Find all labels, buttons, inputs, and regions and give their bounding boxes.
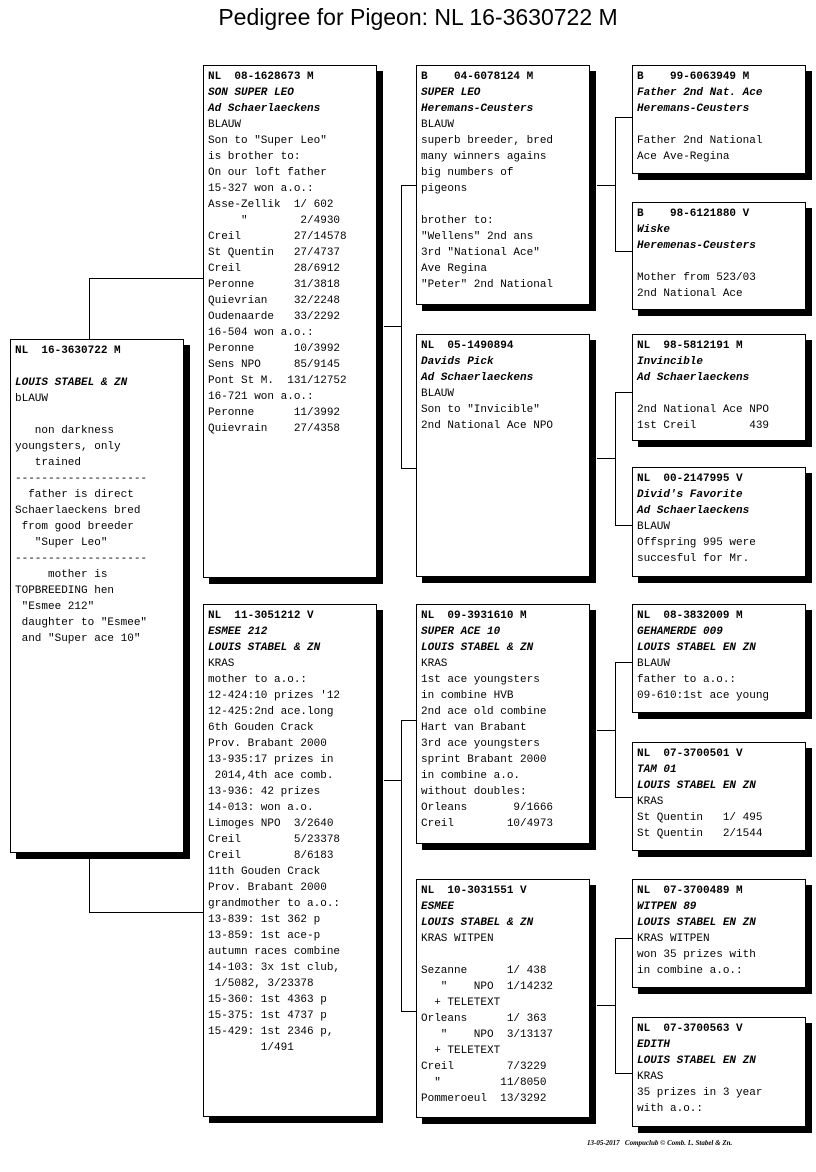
- pigeon-info-line: grandmother to a.o.:: [208, 898, 341, 910]
- connector-line: [615, 1073, 633, 1074]
- pigeon-card-fm-mother[interactable]: [632, 467, 806, 577]
- pigeon-info-line: [421, 947, 589, 963]
- pigeon-info-line: Pommeroeul 13/3292: [421, 1093, 547, 1105]
- pigeon-info-line: Orleans 9/1666: [421, 802, 554, 814]
- connector-line: [615, 392, 633, 393]
- pigeon-info-line: pigeons: [421, 183, 468, 195]
- pigeon-info-line: 13-839: 1st 362 p: [208, 914, 321, 926]
- pigeon-ring-number: NL 08-3832009 M: [637, 610, 743, 622]
- pigeon-info-line: non darkness: [15, 425, 115, 437]
- pigeon-info-line: 13-936: 42 prizes: [208, 786, 321, 798]
- connector-line: [597, 185, 616, 186]
- connector-line: [401, 185, 417, 186]
- pigeon-info-line: LOUIS STABEL EN ZN: [637, 642, 756, 654]
- pigeon-info-line: KRAS WITPEN: [421, 933, 494, 945]
- pigeon-card-paternal-grandmother[interactable]: [416, 334, 590, 577]
- pigeon-info-line: autumn races combine: [208, 946, 341, 958]
- pigeon-info-line: trained: [15, 457, 82, 469]
- pigeon-info-line: in combine a.o.:: [637, 965, 743, 977]
- pigeon-info-line: Asse-Zellik 1/ 602: [208, 199, 334, 211]
- connector-line: [615, 251, 633, 252]
- pigeon-info-line: Oudenaarde 33/2292: [208, 311, 341, 323]
- pigeon-info-line: " 2/4930: [208, 215, 341, 227]
- pigeon-info-line: Schaerlaeckens bred: [15, 505, 141, 517]
- connector-line: [597, 730, 616, 731]
- pigeon-ring-number: B 99-6063949 M: [637, 71, 750, 83]
- pigeon-info-line: On our loft father: [208, 167, 327, 179]
- pigeon-info-line: 2nd National Ace NPO: [421, 420, 554, 432]
- pigeon-info-line: Ad Schaerlaeckens: [208, 103, 321, 115]
- pigeon-info-line: BLAUW: [421, 119, 455, 131]
- pigeon-info-line: father is direct: [15, 489, 134, 501]
- pigeon-card-maternal-grandfather[interactable]: [416, 604, 590, 844]
- pigeon-info-line: Ave Regina: [421, 263, 488, 275]
- connector-line: [615, 525, 633, 526]
- pigeon-info-line: 11th Gouden Crack: [208, 866, 321, 878]
- pigeon-info-line: 12-425:2nd ace.long: [208, 706, 334, 718]
- pigeon-info-line: in combine a.o.: [421, 770, 521, 782]
- pigeon-info-line: KRAS: [421, 658, 448, 670]
- pigeon-card-maternal-grandmother[interactable]: [416, 879, 590, 1118]
- connector-line: [615, 938, 616, 1073]
- pigeon-info-line: Sezanne 1/ 438: [421, 965, 547, 977]
- pigeon-info-line: 2nd National Ace NPO: [637, 404, 770, 416]
- pigeon-name: SUPER LEO: [421, 87, 481, 99]
- pigeon-info-line: sprint Brabant 2000: [421, 754, 547, 766]
- pigeon-info-line: St Quentin 2/1544: [637, 828, 763, 840]
- pigeon-info-line: 3rd ace youngsters: [421, 738, 540, 750]
- pigeon-info-line: [421, 197, 589, 213]
- pigeon-info-line: + TELETEXT: [421, 997, 501, 1009]
- pigeon-info-line: from good breeder: [15, 521, 134, 533]
- connector-line: [384, 326, 402, 327]
- pigeon-info-line: Son to "Super Leo": [208, 135, 327, 147]
- pigeon-info-line: Pont St M. 131/12752: [208, 375, 347, 387]
- pigeon-info-line: Sens NPO 85/9145: [208, 359, 341, 371]
- pigeon-name: SUPER ACE 10: [421, 626, 501, 638]
- pigeon-info-line: 15-327 won a.o.:: [208, 183, 314, 195]
- pigeon-info-line: Prov. Brabant 2000: [208, 882, 327, 894]
- pigeon-info-line: 35 prizes in 3 year: [637, 1087, 763, 1099]
- pigeon-info-line: "Super Leo": [15, 537, 108, 549]
- pigeon-ring-number: NL 10-3031551 V: [421, 885, 527, 897]
- pigeon-info-line: Father 2nd National: [637, 135, 763, 147]
- connector-line: [384, 780, 402, 781]
- pigeon-name: WITPEN 89: [637, 901, 697, 913]
- connector-line: [615, 117, 633, 118]
- pigeon-name: Father 2nd Nat. Ace: [637, 87, 763, 99]
- connector-line: [597, 458, 616, 459]
- pigeon-ring-number: NL 16-3630722 M: [15, 345, 121, 357]
- pigeon-ring-number: B 98-6121880 V: [637, 208, 750, 220]
- pigeon-info-line: LOUIS STABEL & ZN: [15, 377, 128, 389]
- pigeon-info-line: Creil 8/6183: [208, 850, 334, 862]
- pigeon-info-line: Creil 28/6912: [208, 263, 341, 275]
- connector-line: [89, 278, 90, 340]
- pigeon-info-line: 16-504 won a.o.:: [208, 327, 314, 339]
- pigeon-info-line: + TELETEXT: [421, 1045, 501, 1057]
- pigeon-info-line: mother is: [15, 569, 108, 581]
- pigeon-name: EDITH: [637, 1039, 671, 1051]
- pigeon-info-line: Heremans-Ceusters: [637, 103, 750, 115]
- pigeon-card-mm-mother[interactable]: [632, 1017, 806, 1127]
- pigeon-ring-number: NL 00-2147995 V: [637, 473, 743, 485]
- pigeon-info-line: 1st ace youngsters: [421, 674, 540, 686]
- pigeon-ring-number: B 04-6078124 M: [421, 71, 534, 83]
- pigeon-name: GEHAMERDE 009: [637, 626, 723, 638]
- pigeon-info-line: BLAUW: [637, 521, 671, 533]
- pigeon-card-mm-father[interactable]: [632, 879, 806, 988]
- pigeon-card-ff-father[interactable]: [632, 65, 806, 174]
- connector-line: [89, 278, 204, 279]
- pigeon-info-line: is brother to:: [208, 151, 301, 163]
- pigeon-info-line: LOUIS STABEL & ZN: [421, 917, 534, 929]
- pigeon-info-line: Peronne 11/3992: [208, 407, 341, 419]
- footer-credit: 13-05-2017 Compuclub © Comb. L. Stabel & Zn.: [587, 1139, 733, 1147]
- pigeon-info-line: 15-375: 1st 4737 p: [208, 1010, 327, 1022]
- pigeon-ring-number: NL 05-1490894: [421, 340, 514, 352]
- pigeon-info-line: Mother from 523/03: [637, 272, 756, 284]
- pigeon-name: Wiske: [637, 224, 671, 236]
- pigeon-name: Invincible: [637, 356, 704, 368]
- pigeon-info-line: BLAUW: [421, 388, 455, 400]
- connector-line: [401, 185, 402, 468]
- pigeon-info-line: father to a.o.:: [637, 674, 737, 686]
- connector-line: [615, 938, 633, 939]
- pigeon-info-line: 2nd ace old combine: [421, 706, 547, 718]
- pigeon-info-line: [637, 254, 805, 270]
- pigeon-info-line: St Quentin 27/4737: [208, 247, 341, 259]
- pigeon-info-line: 12-424:10 prizes '12: [208, 690, 341, 702]
- pigeon-info-line: Offspring 995 were: [637, 537, 756, 549]
- pigeon-info-line: Heremenas-Ceusters: [637, 240, 756, 252]
- pigeon-info-line: 3rd "National Ace": [421, 247, 540, 259]
- pigeon-info-line: and "Super ace 10": [15, 633, 141, 645]
- pigeon-info-line: big numbers of: [421, 167, 514, 179]
- pigeon-info-line: 15-429: 1st 2346 p,: [208, 1026, 334, 1038]
- pigeon-info-line: Hart van Brabant: [421, 722, 527, 734]
- pigeon-info-line: LOUIS STABEL EN ZN: [637, 1055, 756, 1067]
- pigeon-info-line: 6th Gouden Crack: [208, 722, 314, 734]
- pigeon-info-line: Ace Ave-Regina: [637, 151, 730, 163]
- pigeon-info-line: BLAUW: [637, 658, 671, 670]
- connector-line: [615, 797, 633, 798]
- pigeon-info-line: bLAUW: [15, 393, 49, 405]
- pigeon-info-line: Ad Schaerlaeckens: [637, 372, 750, 384]
- pigeon-card-mf-father[interactable]: [632, 604, 806, 713]
- connector-line: [401, 468, 417, 469]
- pigeon-info-line: 1/491: [208, 1042, 294, 1054]
- pigeon-info-line: Peronne 10/3992: [208, 343, 341, 355]
- pigeon-info-line: LOUIS STABEL EN ZN: [637, 917, 756, 929]
- pigeon-info-line: brother to:: [421, 215, 494, 227]
- pigeon-info-line: [15, 359, 183, 375]
- pigeon-info-line: [637, 117, 805, 133]
- pigeon-info-line: daughter to "Esmee": [15, 617, 148, 629]
- pigeon-info-line: 09-610:1st ace young: [637, 690, 770, 702]
- pigeon-card-father[interactable]: [203, 65, 377, 578]
- pigeon-card-mother[interactable]: [203, 604, 377, 1117]
- pigeon-info-line: 1st Creil 439: [637, 420, 770, 432]
- pigeon-info-line: LOUIS STABEL & ZN: [208, 642, 321, 654]
- connector-line: [401, 720, 417, 721]
- connector-line: [615, 662, 633, 663]
- pigeon-info-line: St Quentin 1/ 495: [637, 812, 763, 824]
- pigeon-info-line: [637, 386, 805, 402]
- pigeon-info-line: with a.o.:: [637, 1103, 704, 1115]
- pigeon-info-line: superb breeder, bred: [421, 135, 554, 147]
- pigeon-info-line: [15, 407, 183, 423]
- connector-line: [89, 912, 204, 913]
- pigeon-info-line: KRAS: [637, 796, 664, 808]
- connector-line: [615, 117, 616, 251]
- pigeon-card-subject[interactable]: [10, 339, 184, 853]
- pigeon-info-line: KRAS: [208, 658, 235, 670]
- pigeon-info-line: Heremans-Ceusters: [421, 103, 534, 115]
- pigeon-info-line: KRAS WITPEN: [637, 933, 710, 945]
- pigeon-info-line: BLAUW: [208, 119, 242, 131]
- pigeon-info-line: " 11/8050: [421, 1077, 547, 1089]
- pigeon-info-line: LOUIS STABEL & ZN: [421, 642, 534, 654]
- pigeon-name: ESMEE 212: [208, 626, 268, 638]
- pigeon-card-paternal-grandfather[interactable]: [416, 65, 590, 305]
- pigeon-info-line: --------------------: [15, 473, 148, 485]
- pigeon-info-line: Peronne 31/3818: [208, 279, 341, 291]
- pigeon-info-line: Ad Schaerlaeckens: [637, 505, 750, 517]
- pigeon-info-line: youngsters, only: [15, 441, 121, 453]
- connector-line: [597, 1005, 616, 1006]
- connector-line: [401, 720, 402, 1011]
- pigeon-info-line: Quievrian 32/2248: [208, 295, 341, 307]
- pigeon-info-line: "Wellens" 2nd ans: [421, 231, 534, 243]
- pigeon-info-line: " NPO 1/14232: [421, 981, 554, 993]
- pigeon-name: ESMEE: [421, 901, 455, 913]
- pigeon-ring-number: NL 08-1628673 M: [208, 71, 314, 83]
- pigeon-info-line: many winners agains: [421, 151, 547, 163]
- connector-line: [615, 392, 616, 525]
- pigeon-name: Davids Pick: [421, 356, 494, 368]
- pigeon-info-line: succesful for Mr.: [637, 553, 750, 565]
- pigeon-info-line: " NPO 3/13137: [421, 1029, 554, 1041]
- pigeon-ring-number: NL 11-3051212 V: [208, 610, 314, 622]
- pigeon-info-line: 16-721 won a.o.:: [208, 391, 314, 403]
- pigeon-ring-number: NL 07-3700489 M: [637, 885, 743, 897]
- pigeon-info-line: Quievrain 27/4358: [208, 423, 341, 435]
- connector-line: [401, 1011, 417, 1012]
- pigeon-ring-number: NL 98-5812191 M: [637, 340, 743, 352]
- pigeon-info-line: Creil 10/4973: [421, 818, 554, 830]
- pigeon-info-line: TOPBREEDING hen: [15, 585, 115, 597]
- pigeon-info-line: Orleans 1/ 363: [421, 1013, 547, 1025]
- pigeon-card-mf-mother[interactable]: [632, 742, 806, 851]
- connector-line: [89, 857, 90, 912]
- page-title: Pedigree for Pigeon: NL 16-3630722 M: [218, 4, 618, 30]
- pigeon-name: TAM 01: [637, 764, 677, 776]
- pigeon-info-line: "Esmee 212": [15, 601, 95, 613]
- pigeon-info-line: in combine HVB: [421, 690, 514, 702]
- pigeon-ring-number: NL 07-3700563 V: [637, 1023, 743, 1035]
- pigeon-info-line: 13-935:17 prizes in: [208, 754, 334, 766]
- pigeon-info-line: Ad Schaerlaeckens: [421, 372, 534, 384]
- pigeon-name: Divid's Favorite: [637, 489, 743, 501]
- pigeon-info-line: LOUIS STABEL EN ZN: [637, 780, 756, 792]
- connector-line: [615, 662, 616, 797]
- pigeon-info-line: Prov. Brabant 2000: [208, 738, 327, 750]
- pigeon-info-line: Creil 5/23378: [208, 834, 341, 846]
- pigeon-info-line: mother to a.o.:: [208, 674, 308, 686]
- pigeon-ring-number: NL 07-3700501 V: [637, 748, 743, 760]
- pigeon-info-line: Creil 27/14578: [208, 231, 347, 243]
- pigeon-name: SON SUPER LEO: [208, 87, 294, 99]
- pigeon-info-line: 14-103: 3x 1st club,: [208, 962, 341, 974]
- pigeon-card-ff-mother[interactable]: [632, 202, 806, 310]
- pigeon-info-line: Creil 7/3229: [421, 1061, 547, 1073]
- pigeon-info-line: 2nd National Ace: [637, 288, 743, 300]
- pigeon-info-line: won 35 prizes with: [637, 949, 756, 961]
- pigeon-info-line: KRAS: [637, 1071, 664, 1083]
- pigeon-info-line: Son to "Invicible": [421, 404, 540, 416]
- pigeon-info-line: Limoges NPO 3/2640: [208, 818, 334, 830]
- pigeon-ring-number: NL 09-3931610 M: [421, 610, 527, 622]
- pigeon-card-fm-father[interactable]: [632, 334, 806, 441]
- pigeon-info-line: --------------------: [15, 553, 148, 565]
- pigeon-info-line: 1/5082, 3/23378: [208, 978, 314, 990]
- pigeon-info-line: 14-013: won a.o.: [208, 802, 314, 814]
- pigeon-info-line: "Peter" 2nd National: [421, 279, 554, 291]
- pigeon-info-line: 2014,4th ace comb.: [208, 770, 334, 782]
- pigeon-info-line: 15-360: 1st 4363 p: [208, 994, 327, 1006]
- pigeon-info-line: without doubles:: [421, 786, 527, 798]
- pigeon-info-line: 13-859: 1st ace-p: [208, 930, 321, 942]
